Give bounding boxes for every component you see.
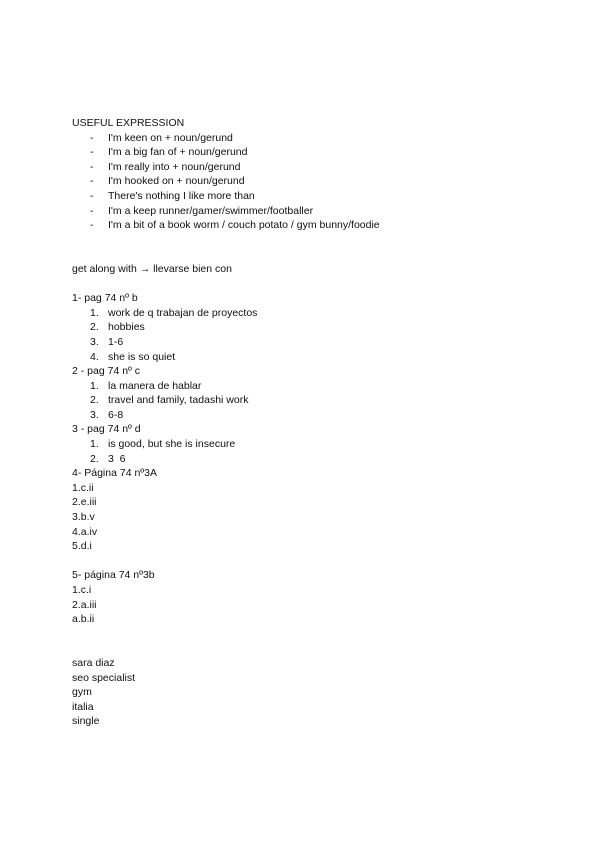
bullet-dash: -: [90, 204, 94, 217]
list-item-text: I'm keen on + noun/gerund: [108, 131, 233, 144]
item-number: 2.: [90, 394, 99, 407]
list-item-text: hobbies: [108, 321, 145, 334]
list-item: [72, 174, 542, 189]
item-number: 3.: [90, 335, 99, 348]
item-number: 3.: [90, 408, 99, 421]
profile-status: single: [72, 715, 100, 728]
item-number: 1.: [90, 306, 99, 319]
exercise-3-title: 3 - pag 74 nº d: [72, 423, 141, 436]
list-item-text: 3 6: [108, 452, 126, 465]
vocab-line: get along with → llevarse bien con: [72, 262, 232, 275]
bullet-dash: -: [90, 146, 94, 159]
list-item: [72, 452, 542, 467]
exercise-4-title: 4- Página 74 nº3A: [72, 467, 157, 480]
bullet-dash: -: [90, 219, 94, 232]
spacer: [72, 233, 542, 262]
profile-job: seo specialist: [72, 671, 136, 684]
list-item: [72, 306, 542, 321]
item-number: 4.: [90, 350, 99, 363]
list-item-text: There's nothing I like more than: [108, 189, 255, 202]
list-item-text: I'm a big fan of + noun/gerund: [108, 146, 248, 159]
answer-line: 5.d.i: [72, 540, 92, 553]
list-item-text: she is so quiet: [108, 350, 176, 363]
list-item: [72, 379, 542, 394]
exercise-5-title: 5- página 74 nº3b: [72, 569, 155, 582]
spacer: [72, 277, 542, 292]
list-item-text: I'm a keep runner/gamer/swimmer/footballer: [108, 204, 314, 217]
answer-line: 4.a.iv: [72, 525, 98, 538]
list-item-text: is good, but she is insecure: [108, 438, 236, 451]
answer-line: 2.a.iii: [72, 598, 97, 611]
list-item: [72, 160, 542, 175]
answer-line: a.b.ii: [72, 613, 95, 626]
list-item: [72, 218, 542, 233]
list-item: [72, 145, 542, 160]
list-item: [72, 131, 542, 146]
exercise-2-title: 2 - pag 74 nº c: [72, 365, 141, 378]
exercise-1-title: 1- pag 74 nº b: [72, 292, 138, 305]
list-item: [72, 437, 542, 452]
bullet-dash: -: [90, 131, 94, 144]
list-item: [72, 189, 542, 204]
list-item-text: travel and family, tadashi work: [108, 394, 249, 407]
document-body: [72, 116, 542, 729]
item-number: 2.: [90, 321, 99, 334]
profile-country: italia: [72, 700, 94, 713]
list-item: [72, 408, 542, 423]
list-item: [72, 393, 542, 408]
list-item-text: work de q trabajan de proyectos: [108, 306, 258, 319]
spacer: [72, 554, 542, 569]
list-item: [72, 335, 542, 350]
profile-name: sara diaz: [72, 656, 115, 669]
item-number: 1.: [90, 379, 99, 392]
spacer: [72, 627, 542, 656]
item-number: 2.: [90, 452, 99, 465]
useful-expression-list: [72, 131, 542, 233]
bullet-dash: -: [90, 160, 94, 173]
item-number: 1.: [90, 438, 99, 451]
list-item-text: la manera de hablar: [108, 379, 202, 392]
answer-line: 3.b.v: [72, 511, 95, 524]
list-item: [72, 350, 542, 365]
useful-expression-heading: USEFUL EXPRESSION: [72, 117, 185, 129]
answer-line: 1.c.i: [72, 584, 92, 596]
list-item-text: I'm a bit of a book worm / couch potato / gym bunny/foodie: [108, 219, 380, 232]
list-item-text: I'm really into + noun/gerund: [108, 160, 241, 173]
answer-line: 1.c.ii: [72, 481, 94, 494]
list-item: [72, 204, 542, 219]
answer-line: 2.e.iii: [72, 496, 97, 509]
profile-hobby: gym: [72, 686, 92, 699]
list-item: [72, 320, 542, 335]
bullet-dash: -: [90, 175, 94, 188]
bullet-dash: -: [90, 189, 94, 202]
list-item-text: 1-6: [108, 335, 124, 348]
list-item-text: I'm hooked on + noun/gerund: [108, 175, 245, 188]
list-item-text: 6-8: [108, 408, 124, 421]
